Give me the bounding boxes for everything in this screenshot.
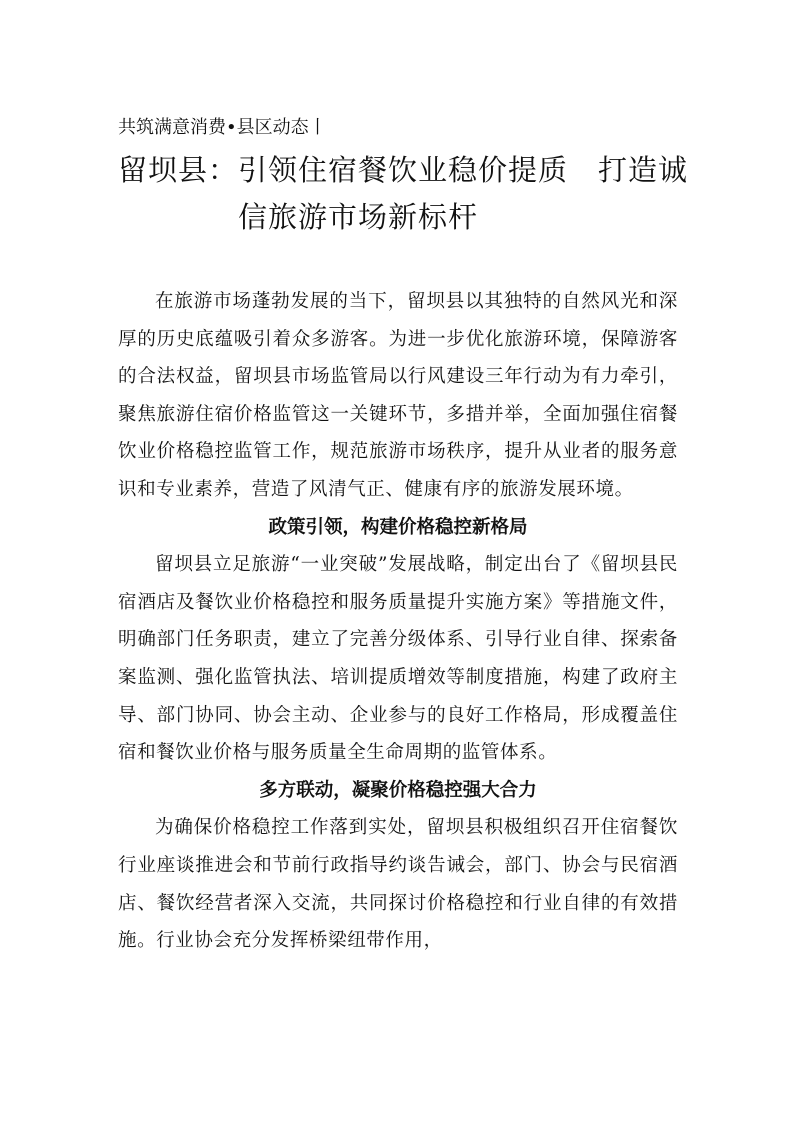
intro-paragraph: 在旅游市场蓬勃发展的当下，留坝县以其独特的自然风光和深厚的历史底蕴吸引着众多游客。为进一步优化旅游环境，保障游客的合法权益，留坝县市场监管局以行风建设三年行动为有力牵引，聚焦旅游住宿价格监管这一关键环节，多措并举，全面加强住宿餐饮业价格稳控监管工作，规范旅游市场秩序，提升从业者的服务意识和专业素养，营造了风清气正、健康有序的旅游发展环境。 bbox=[118, 291, 678, 500]
section-heading-joint-effort: 多方联动，凝聚价格稳控强大合力 bbox=[259, 779, 537, 801]
section-heading-policy: 政策引领，构建价格稳控新格局 bbox=[268, 516, 528, 538]
column-kicker: 共筑满意消费•县区动态丨 bbox=[118, 117, 327, 138]
policy-paragraph: 留坝县立足旅游“一业突破”发展战略，制定出台了《留坝县民宿酒店及餐饮业价格稳控和服务质量提升实施方案》等措施文件，明确部门任务职责，建立了完善分级体系、引导行业自律、探索备案监测、强化监管执法、培训提质增效等制度措施，构建了政府主导、部门协同、协会主动、企业参与的良好工作格局，形成覆盖住宿和餐饮业价格与服务质量全生命周期的监管体系。 bbox=[118, 554, 678, 764]
joint-effort-paragraph: 为确保价格稳控工作落到实处，留坝县积极组织召开住宿餐饮行业座谈推进会和节前行政指导约谈告诫会，部门、协会与民宿酒店、餐饮经营者深入交流，共同探讨价格稳控和行业自律的有效措施。行业协会充分发挥桥梁纽带作用， bbox=[118, 817, 678, 952]
article-title-line-1: 留坝县：引领住宿餐饮业稳价提质 打造诚 bbox=[118, 153, 689, 187]
article-body bbox=[118, 283, 678, 960]
article-title-line-2: 信旅游市场新标杆 bbox=[238, 200, 479, 234]
